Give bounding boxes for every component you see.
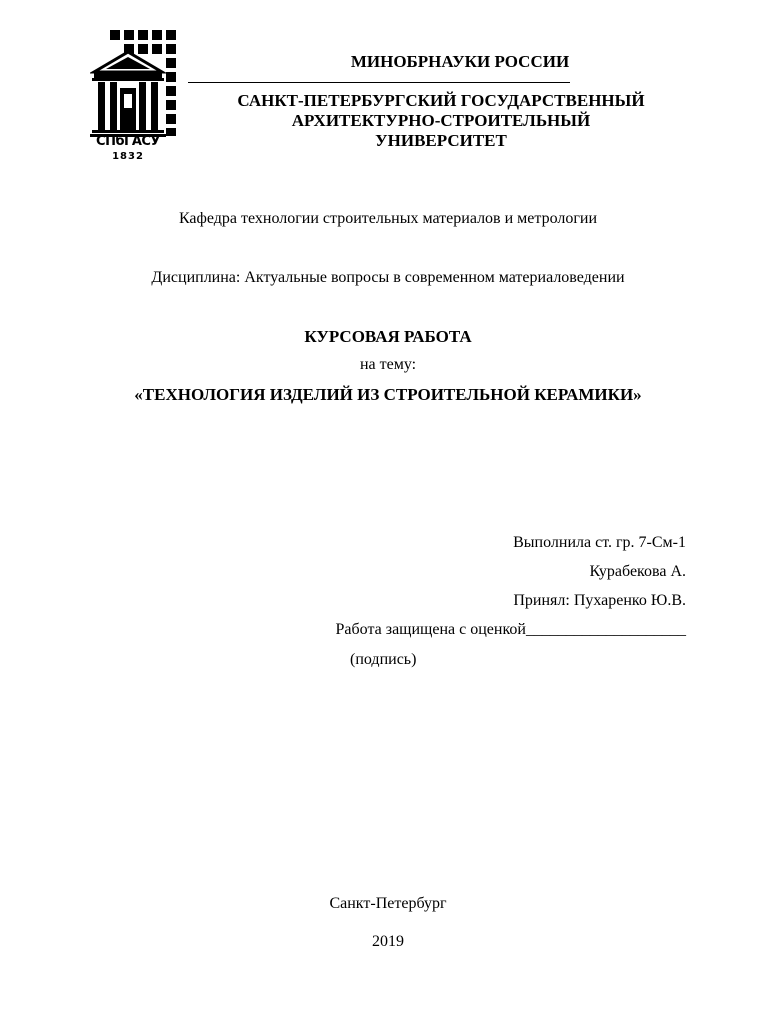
university-name-line: САНКТ-ПЕТЕРБУРГСКИЙ ГОСУДАРСТВЕННЫЙ (237, 91, 645, 110)
header-divider (188, 82, 570, 83)
ministry-title: МИНОБРНАУКИ РОССИИ (350, 52, 570, 71)
year: 2019 (372, 933, 404, 950)
work-type: КУРСОВАЯ РАБОТА (304, 327, 472, 346)
work-title: «ТЕХНОЛОГИЯ ИЗДЕЛИЙ ИЗ СТРОИТЕЛЬНОЙ КЕРАМИКИ» (134, 385, 642, 404)
university-name-line: УНИВЕРСИТЕТ (375, 131, 507, 150)
city: Санкт-Петербург (329, 895, 447, 912)
university-name (220, 91, 662, 151)
logo-year: 1832 (112, 151, 144, 162)
accepted-by: Принял: Пухаренко Ю.В. (513, 592, 686, 609)
university-name-line: АРХИТЕКТУРНО-СТРОИТЕЛЬНЫЙ (291, 111, 591, 130)
performed-by: Выполнила ст. гр. 7-См-1 (513, 534, 686, 551)
signature-label: (подпись) (350, 651, 417, 668)
discipline: Дисциплина: Актуальные вопросы в современном материаловедении (151, 269, 625, 286)
department: Кафедра технологии строительных материалов и метрологии (178, 210, 598, 227)
defense-grade-line: Работа защищена с оценкой____________________ (335, 621, 686, 638)
logo-text: СПбГАСУ (96, 134, 160, 149)
topic-label: на тему: (359, 356, 417, 373)
student-name: Курабекова А. (589, 563, 686, 580)
